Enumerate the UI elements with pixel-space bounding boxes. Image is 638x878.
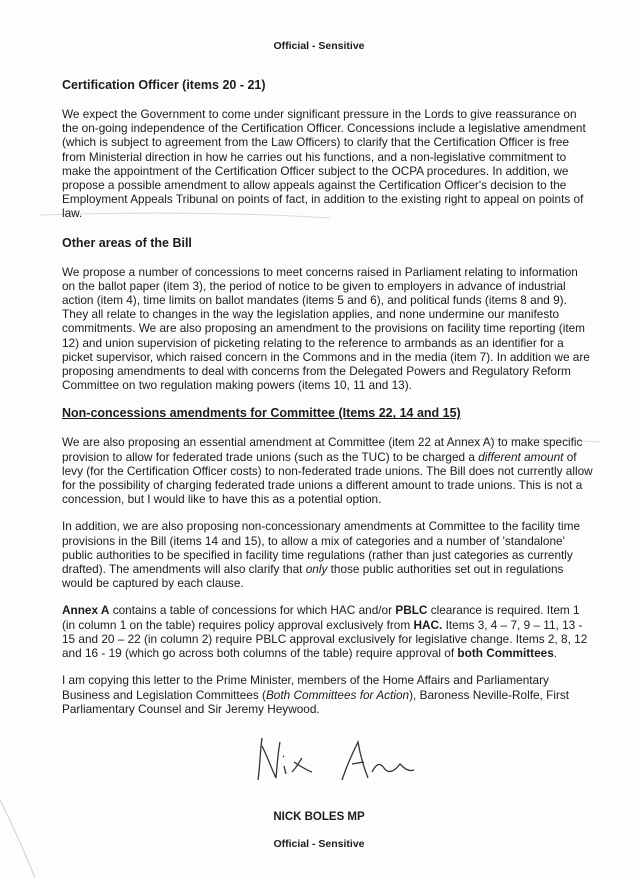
page-header-classification: Official - Sensitive [273, 40, 365, 52]
paragraph-other-areas: We propose a number of concessions to meet concerns raised in Parliament relating to information on the ballot paper (item 3), the period of notice to be given to employers in advance of industrial action (item 4), time limits on ballot mandates (items 5 and 6), and political funds (items 8 and 9). They all relate to changes in the way the legislation applies, and none undermine our manifesto commitments. We are also proposing an amendment to the provisions on facility time reporting (item 12) and union supervision of picketing relating to the reference to armbands as an identifier for a picket supervisor, which raised concern in the Commons and in the media (item 7). In addition we are proposing amendments to deal with concerns from the Delegated Powers and Regulatory Reform Committee on two regulation making powers (items 10, 11 and 13). [62, 264, 590, 393]
section-heading-other-areas: Other areas of the Bill [62, 235, 192, 250]
paragraph-certification-officer: We expect the Government to come under significant pressure in the Lords to give reassurance on the on-going independence of the Certification Officer. Concessions include a legislative amendment (which is subject to agreement from the Law Officers) to clarify that the Certification Officer is free from Ministerial direction in how he carries out his functions, and a non-legislative commitment to make the appointment of the Certification Officer subject to the OCPA procedures. In addition, we propose a possible amendment to allow appeals against the Certification Officer's decision to the Employment Appeals Tribunal on points of fact, in addition to the existing right to appeal on points of law. [62, 107, 586, 221]
paragraph-annex-a: Annex A contains a table of concessions for which HAC and/or PBLC clearance is required. Item 1 (in column 1 on the table) requires policy approval exclusively from HAC. Items 3, 4 – 7, 9 – 11, 13 - 15 and 20 – 22 (in column 2) require PBLC approval exclusively for legislative change. Items 2, 8, 12 and 16 - 19 (which go across both columns of the table) require approval of both Committees. [62, 603, 588, 661]
paragraph-facility-time: In addition, we are also proposing non-concessionary amendments at Committee to the facility time provisions in the Bill (items 14 and 15), to allow a mix of categories and a number of 'standalone' public authorities to be specified in facility time regulations (rather than just categories as currently drafted). The amendments will also clarify that only those public authorities set out in regulations would be captured by each clause. [62, 519, 581, 591]
paragraph-levy-amendment: We are also proposing an essential amendment at Committee (item 22 at Annex A) to make specific provision to allow for federated trade unions (such as the TUC) to be charged a different amount of levy (for the Certification Officer costs) to non-federated trade unions. The Bill does not currently allow for the possibility of charging federated trade unions a different amount to trade unions. This is not a concession, but I would like to have this as a potential option. [62, 435, 593, 507]
letter-body [62, 78, 594, 729]
page-footer-classification: Official - Sensitive [273, 838, 365, 850]
section-heading-non-concessions: Non-concessions amendments for Committee (Items 22, 14 and 15) [62, 406, 461, 421]
handwritten-signature [250, 728, 430, 790]
paragraph-copy-list: I am copying this letter to the Prime Minister, members of the Home Affairs and Parliamentary Business and Legislation Committees (Both Committees for Action), Baroness Neville-Rolfe, First Parliamentary Counsel and Sir Jeremy Heywood. [62, 673, 570, 716]
section-heading-certification-officer: Certification Officer (items 20 - 21) [62, 78, 266, 92]
signatory-name: NICK BOLES MP [273, 811, 365, 823]
